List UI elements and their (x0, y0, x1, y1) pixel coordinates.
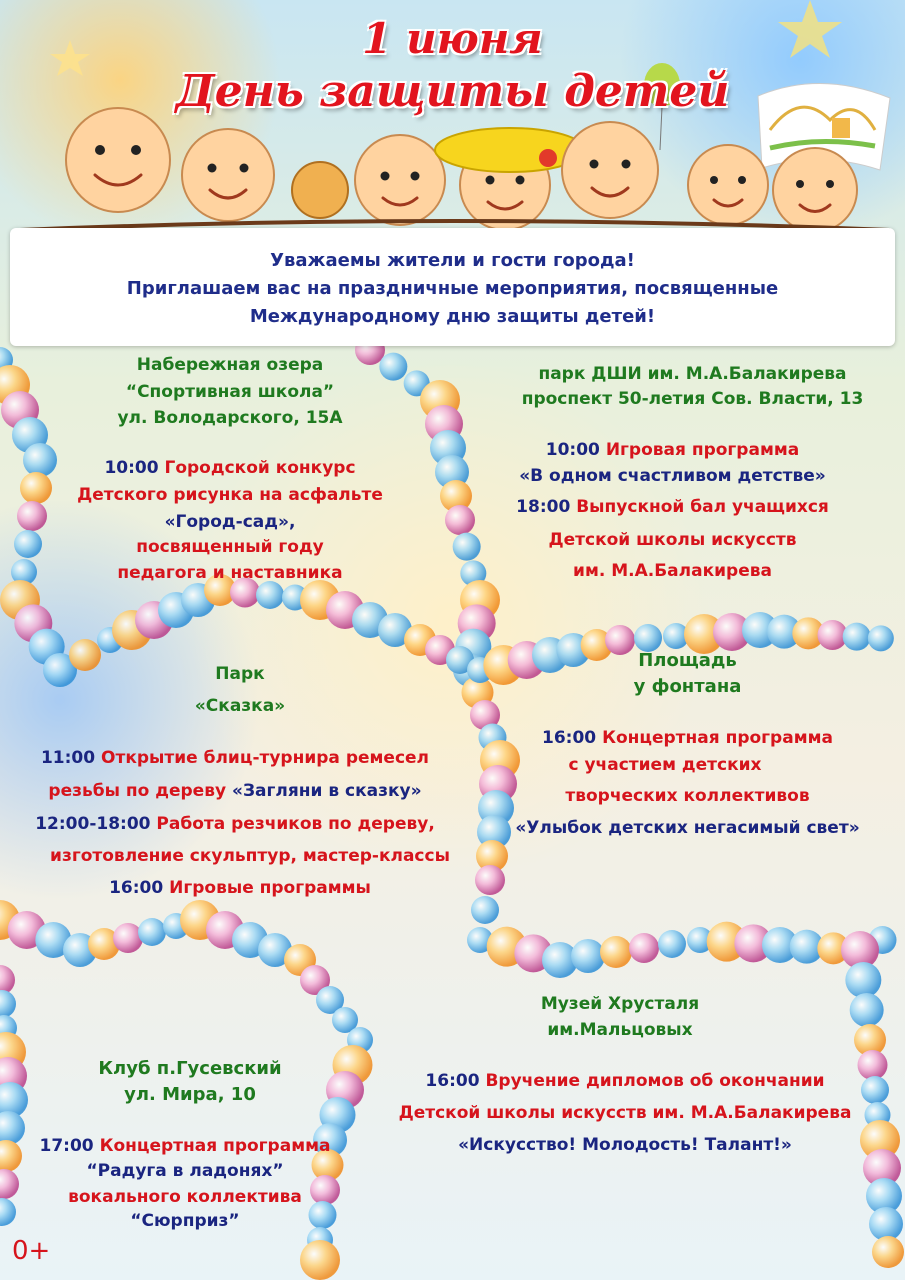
bead-decoration (843, 623, 871, 651)
venue-name: им.Мальцовых (547, 1020, 693, 1040)
event-line (360, 1071, 890, 1091)
bead-decoration (850, 993, 884, 1027)
event-date: 1 июня (362, 14, 543, 63)
event-title: Игровая программа (605, 440, 800, 460)
venue-address: ул. Мира, 10 (124, 1084, 256, 1105)
venue-address: ул. Володарского, 15А (117, 408, 343, 428)
event-line (440, 440, 905, 460)
event-subtitle: «Искусство! Молодость! Талант!» (458, 1135, 792, 1155)
event-title: Открытие блиц-турнира ремесел (101, 748, 430, 768)
bead-decoration (868, 625, 894, 651)
event-title: изготовление скульптур, мастер-классы (50, 846, 450, 866)
event-title: резьбы по дереву (48, 781, 227, 801)
event-line (0, 748, 470, 768)
event-time: 18:00 (516, 497, 571, 517)
bead-decoration (634, 624, 662, 652)
bead-decoration (138, 918, 166, 946)
event-title: посвященный году (136, 537, 324, 557)
venue-name: Музей Хрусталя (540, 994, 700, 1014)
event-line (440, 497, 905, 517)
event-title: им. М.А.Балакирева (573, 561, 772, 581)
bead-decoration (471, 896, 499, 924)
event-line (470, 728, 905, 748)
event-subtitle: “Сюрприз” (130, 1211, 240, 1231)
intro-panel (10, 228, 895, 346)
venue-name: у фонтана (633, 676, 742, 697)
event-line (0, 878, 480, 898)
event-line (0, 458, 460, 478)
intro-greeting: Уважаемы жители и гости города! (270, 250, 635, 271)
bead-decoration (256, 581, 284, 609)
event-time: 10:00 (104, 458, 159, 478)
event-title: вокального коллектива (68, 1187, 302, 1207)
event-title: Игровые программы (169, 878, 371, 898)
event-time: 10:00 (545, 440, 600, 460)
kid-faces (66, 108, 857, 232)
venue-address: проспект 50-летия Сов. Власти, 13 (521, 389, 864, 409)
event-subtitle: «Загляни в сказку» (231, 781, 422, 801)
venue-name: «Сказка» (194, 696, 286, 716)
event-time: 11:00 (40, 748, 96, 768)
venue-name: парк ДШИ им. М.А.Балакирева (538, 364, 847, 384)
event-title: Детской школы искусств им. М.А.Балакирева (398, 1103, 852, 1123)
event-subtitle: «В одном счастливом детстве» (519, 466, 826, 486)
bead-decoration (113, 923, 143, 953)
event-title: Концертная программа (99, 1136, 331, 1156)
venue-name: Площадь (638, 650, 737, 671)
event-title: Городской конкурс (164, 458, 356, 478)
venue-name: Клуб п.Гусевский (98, 1058, 282, 1079)
poster-title: День защиты детей (175, 66, 730, 117)
venue-name: Набережная озера (136, 355, 324, 375)
event-title: творческих коллективов (565, 786, 810, 806)
intro-invitation: Приглашаем вас на праздничные мероприятия, посвященные (126, 278, 779, 299)
event-line (0, 781, 470, 801)
event-title: Детского рисунка на асфальте (77, 485, 383, 505)
event-line (0, 1136, 370, 1156)
event-title: с участием детских (568, 755, 762, 775)
venue-name: “Спортивная школа” (125, 382, 335, 402)
age-rating: 0+ (12, 1236, 51, 1266)
bead-decoration (845, 962, 881, 998)
bead-decoration (658, 930, 686, 958)
event-line (0, 814, 470, 834)
event-subtitle: “Радуга в ладонях” (86, 1161, 284, 1181)
event-subtitle: «Улыбок детских негасимый свет» (515, 818, 860, 838)
intro-dedication: Международному дню защиты детей! (249, 306, 656, 327)
event-time: 16:00 (425, 1071, 480, 1091)
event-title: педагога и наставника (117, 563, 343, 583)
event-title: Выпускной бал учащихся (576, 497, 829, 517)
bead-decoration (872, 1236, 904, 1268)
event-time: 12:00-18:00 (35, 814, 151, 834)
bead-decoration (629, 933, 659, 963)
bead-decoration (571, 939, 605, 973)
event-time: 16:00 (109, 878, 164, 898)
event-title: Детской школы искусств (548, 530, 797, 550)
event-title: Вручение дипломов об окончании (485, 1071, 825, 1091)
venue-name: Парк (215, 664, 265, 684)
bead-decoration (0, 990, 16, 1018)
event-title: Концертная программа (602, 728, 833, 748)
bead-decoration (300, 1240, 340, 1280)
bead-decoration (869, 1207, 903, 1241)
event-time: 16:00 (542, 728, 597, 748)
event-time: 17:00 (39, 1136, 94, 1156)
event-subtitle: «Город-сад», (164, 512, 296, 532)
bead-decoration (600, 936, 632, 968)
event-title: Работа резчиков по дереву, (156, 814, 435, 834)
